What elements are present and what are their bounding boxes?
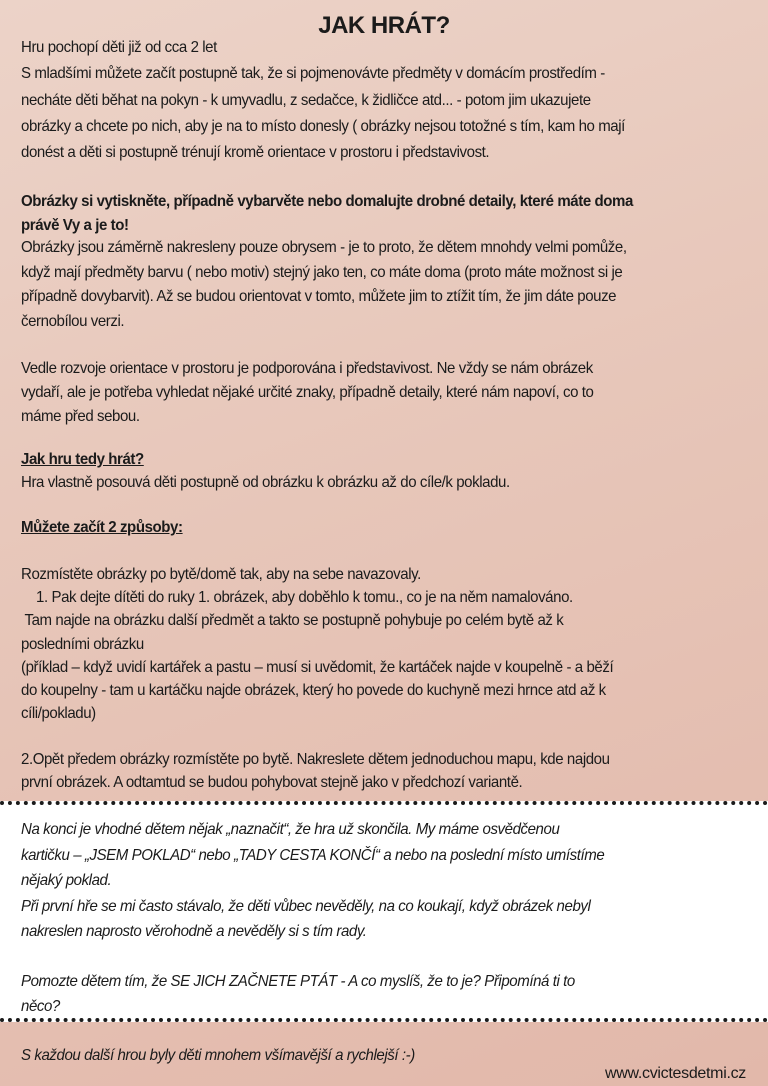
text-line: obrázky a chcete po nich, aby je na to místo donesly ( obrázky nejsou totožné s tím, kam ho mají xyxy=(21,117,625,135)
text-line: nějaký poklad. xyxy=(21,872,112,889)
text-line: donést a děti si postupně trénují kromě orientace v prostoru i představivost. xyxy=(21,144,490,162)
how-section xyxy=(21,448,510,494)
print-note xyxy=(21,190,633,238)
footer-note: S každou další hrou byly děti mnohem všímavější a rychlejší :-) xyxy=(21,1047,415,1064)
text-line: Tam najde na obrázku další předmět a takto se postupně pohybuje po celém bytě až k xyxy=(21,612,564,630)
text-line: Na konci je vhodné dětem nějak „naznačit“, že hra už skončila. My máme osvědčenou xyxy=(21,821,560,838)
way-one xyxy=(21,563,613,725)
text-line: 2.Opět předem obrázky rozmístěte po bytě. Nakreslete dětem jednoduchou mapu, kde najdou xyxy=(21,751,610,768)
text-line: Obrázky si vytiskněte, případně vybarvěte nebo domalujte drobné detaily, které máte doma xyxy=(21,193,633,210)
text-line: černobílou verzi. xyxy=(21,312,125,330)
ask-paragraph xyxy=(21,970,575,1019)
imagination-paragraph xyxy=(21,357,594,429)
text-line: něco? xyxy=(21,997,60,1015)
ways-heading: Můžete začít 2 způsoby: xyxy=(21,519,183,536)
text-line: Při první hře se mi často stávalo, že děti vůbec nevěděly, na co koukají, když obrázek nebyl xyxy=(21,897,591,915)
text-line: případně dovybarvit). Až se budou orientovat v tomto, můžete jim to ztížit tím, že jim dáte pouze xyxy=(21,288,617,306)
text-line: Hru pochopí děti již od cca 2 let xyxy=(21,39,217,56)
intro-paragraph xyxy=(21,35,625,166)
text-line: 1. Pak dejte dítěti do ruky 1. obrázek, aby doběhlo k tomu., co je na něm namalováno. xyxy=(21,589,573,607)
page-title: JAK HRÁT? xyxy=(318,12,450,39)
ending-paragraph xyxy=(21,817,604,945)
text-line: S mladšími můžete začít postupně tak, že si pojmenovávte předměty v domácím prostředím - xyxy=(21,65,605,83)
text-line: když mají předměty barvu ( nebo motiv) stejný jako ten, co máte doma (proto máte možnost si je xyxy=(21,263,623,281)
text-line: Obrázky jsou záměrně nakresleny pouze obrysem - je to proto, že dětem mnohdy velmi pomůže, xyxy=(21,239,627,256)
text-line: Vedle rozvoje orientace v prostoru je podporována i představivost. Ne vždy se nám obrázek xyxy=(21,360,593,377)
text-line: Hra vlastně posouvá děti postupně od obrázku k obrázku až do cíle/k pokladu. xyxy=(21,474,510,491)
text-line: kartičku – „JSEM POKLAD“ nebo „TADY CESTA KONČÍ“ a nebo na poslední místo umístíme xyxy=(21,846,605,864)
text-line: Rozmístěte obrázky po bytě/domě tak, aby na sebe navazovaly. xyxy=(21,566,421,583)
how-heading: Jak hru tedy hrát? xyxy=(21,451,144,468)
text-line: Pomozte dětem tím, že SE JICH ZAČNETE PTÁT - A co myslíš, že to je? Připomíná ti to xyxy=(21,973,575,990)
text-line: posledními obrázku xyxy=(21,635,144,653)
text-line: vydaří, ale je potřeba vyhledat nějaké určité znaky, případně detaily, které nám napoví, co to xyxy=(21,384,594,401)
text-line: (příklad – když uvidí kartářek a pastu – musí si uvědomit, že kartáček najde v koupelně - a běží xyxy=(21,658,614,676)
website-link[interactable]: www.cvictesdetmi.cz xyxy=(605,1065,746,1082)
text-line: necháte děti běhat na pokyn - k umyvadlu, z sedačce, k židličce atd... - potom jim ukazujete xyxy=(21,91,591,109)
text-line: právě Vy a je to! xyxy=(21,217,129,234)
text-line: první obrázek. A odtamtud se budou pohybovat stejně jako v předchozí variantě. xyxy=(21,774,523,792)
way-two xyxy=(21,748,610,794)
text-line: cíli/pokladu) xyxy=(21,705,96,723)
text-line: nakreslen naprosto věrohodně a nevěděly si s tím rady. xyxy=(21,923,367,940)
outline-paragraph xyxy=(21,236,627,334)
text-line: máme před sebou. xyxy=(21,408,140,425)
text-line: do koupelny - tam u kartáčku najde obrázek, který ho povede do kuchyně mezi hrnce atd až k xyxy=(21,682,606,700)
